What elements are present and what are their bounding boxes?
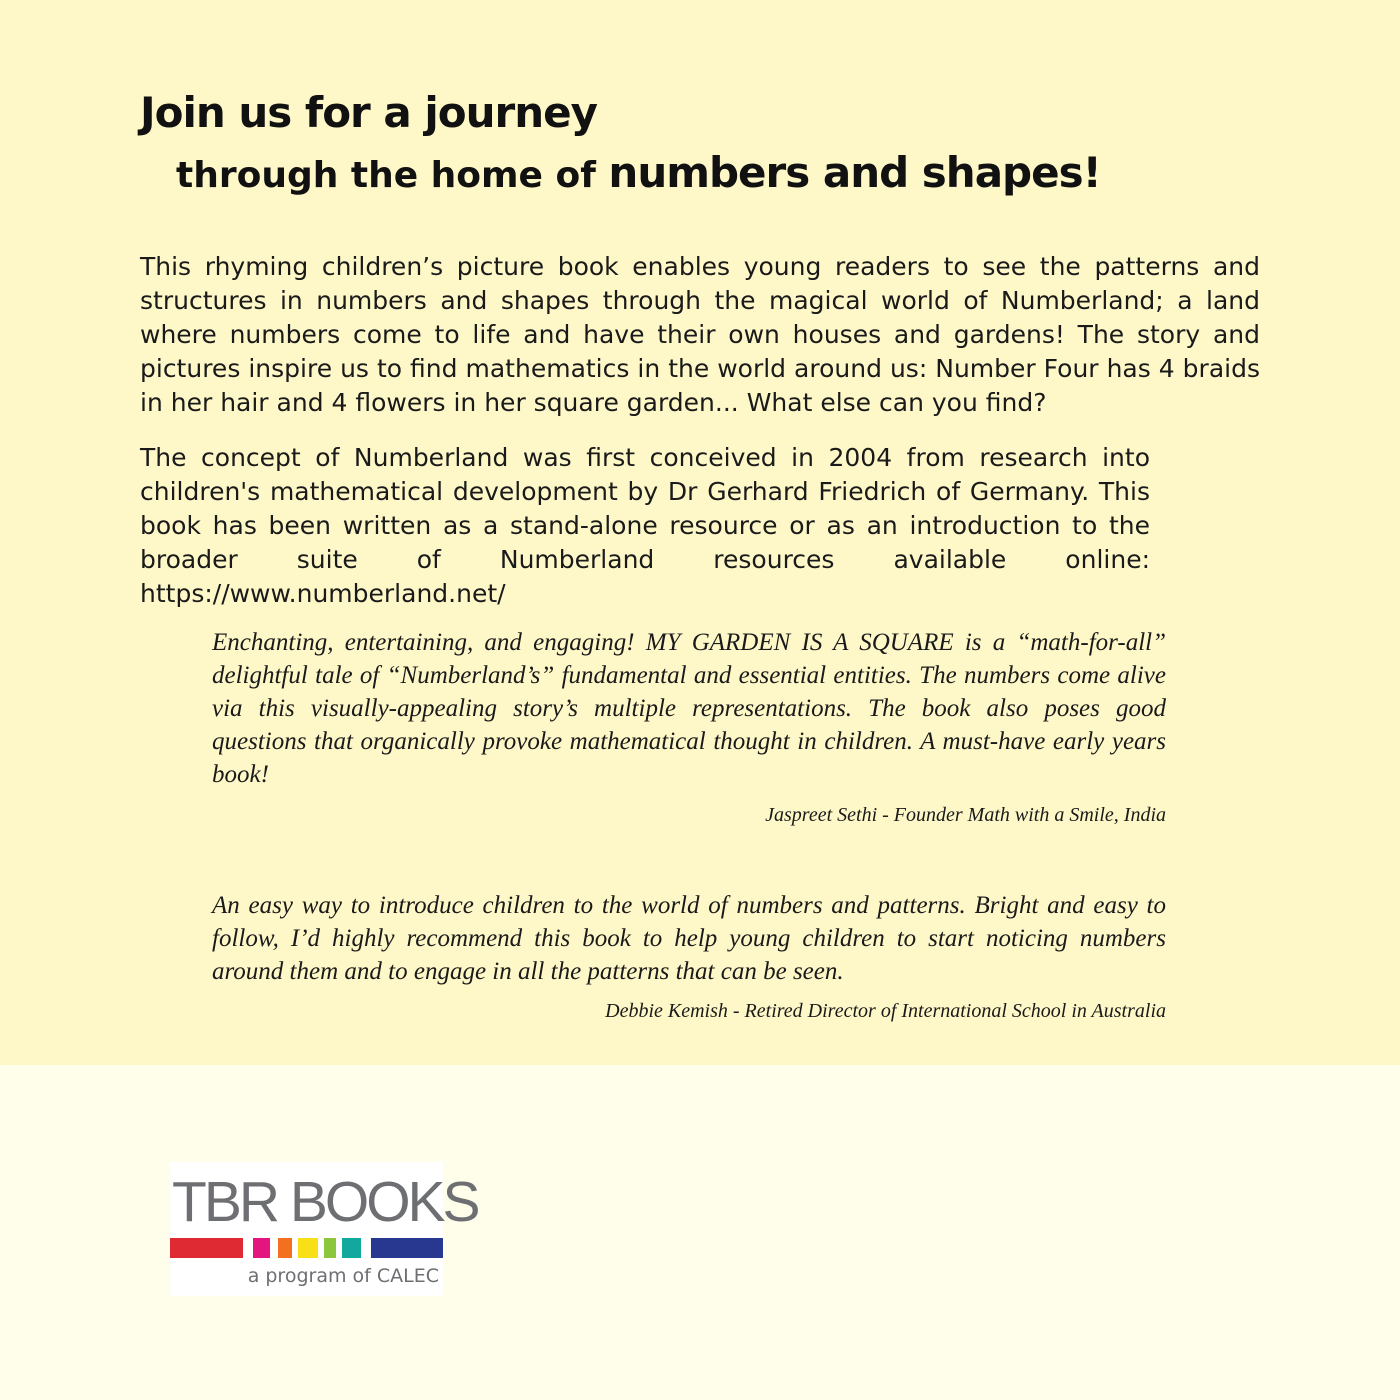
headline-line-2-prefix: through the home of bbox=[176, 155, 609, 196]
testimonial-quote-2: An easy way to introduce children to the world of numbers and patterns. Bright and easy to follow, I’d highly recommend this book to help young children to start noticing numbers around them and to engage in all the patterns that can be seen. bbox=[212, 892, 1166, 985]
headline-line-1: Join us for a journey bbox=[140, 88, 597, 137]
logo-stripe-orange bbox=[278, 1238, 292, 1258]
logo-wordmark: TBR BOOKS bbox=[172, 1170, 478, 1234]
publisher-logo bbox=[170, 1162, 478, 1296]
testimonial-attribution-1: Jaspreet Sethi - Founder Math with a Smile, India bbox=[765, 804, 1166, 826]
description-paragraph-2: The concept of Numberland was first conceived in 2004 from research into children's mathematical development by Dr Gerhard Friedrich of Germany. This book has been written as a stand-alone resource or as an introduction to the broader suite of Numberland resources available online: https://www.numberland.net/ bbox=[140, 443, 1150, 608]
logo-stripe-teal bbox=[342, 1238, 361, 1258]
logo-stripe-yellow bbox=[298, 1238, 318, 1258]
testimonial-quote-1: Enchanting, entertaining, and engaging! MY GARDEN IS A SQUARE is a “math-for-all” delightful tale of “Numberland’s” fundamental and essential entities. The numbers come alive via this visually-appealing story’s multiple representations. The book also poses good questions that organically provoke mathematical thought in children. A must-have early years book! bbox=[212, 629, 1166, 788]
headline-line-2-emphasis: numbers and shapes! bbox=[608, 148, 1101, 197]
logo-stripe-red bbox=[170, 1238, 243, 1258]
headline-line-2 bbox=[176, 148, 1101, 197]
logo-tagline: a program of CALEC bbox=[247, 1265, 439, 1287]
logo-stripe-green bbox=[324, 1238, 336, 1258]
testimonial-attribution-2: Debbie Kemish - Retired Director of International School in Australia bbox=[605, 1000, 1166, 1022]
description-paragraph-1: This rhyming children’s picture book enables young readers to see the patterns and structures in numbers and shapes through the magical world of Numberland; a land where numbers come to life and have their own houses and gardens! The story and pictures inspire us to find mathematics in the world around us: Number Four has 4 braids in her hair and 4 flowers in her square garden... What else can you find? bbox=[140, 252, 1260, 417]
logo-stripe-magenta bbox=[253, 1238, 270, 1258]
logo-stripe-navy bbox=[371, 1238, 443, 1258]
